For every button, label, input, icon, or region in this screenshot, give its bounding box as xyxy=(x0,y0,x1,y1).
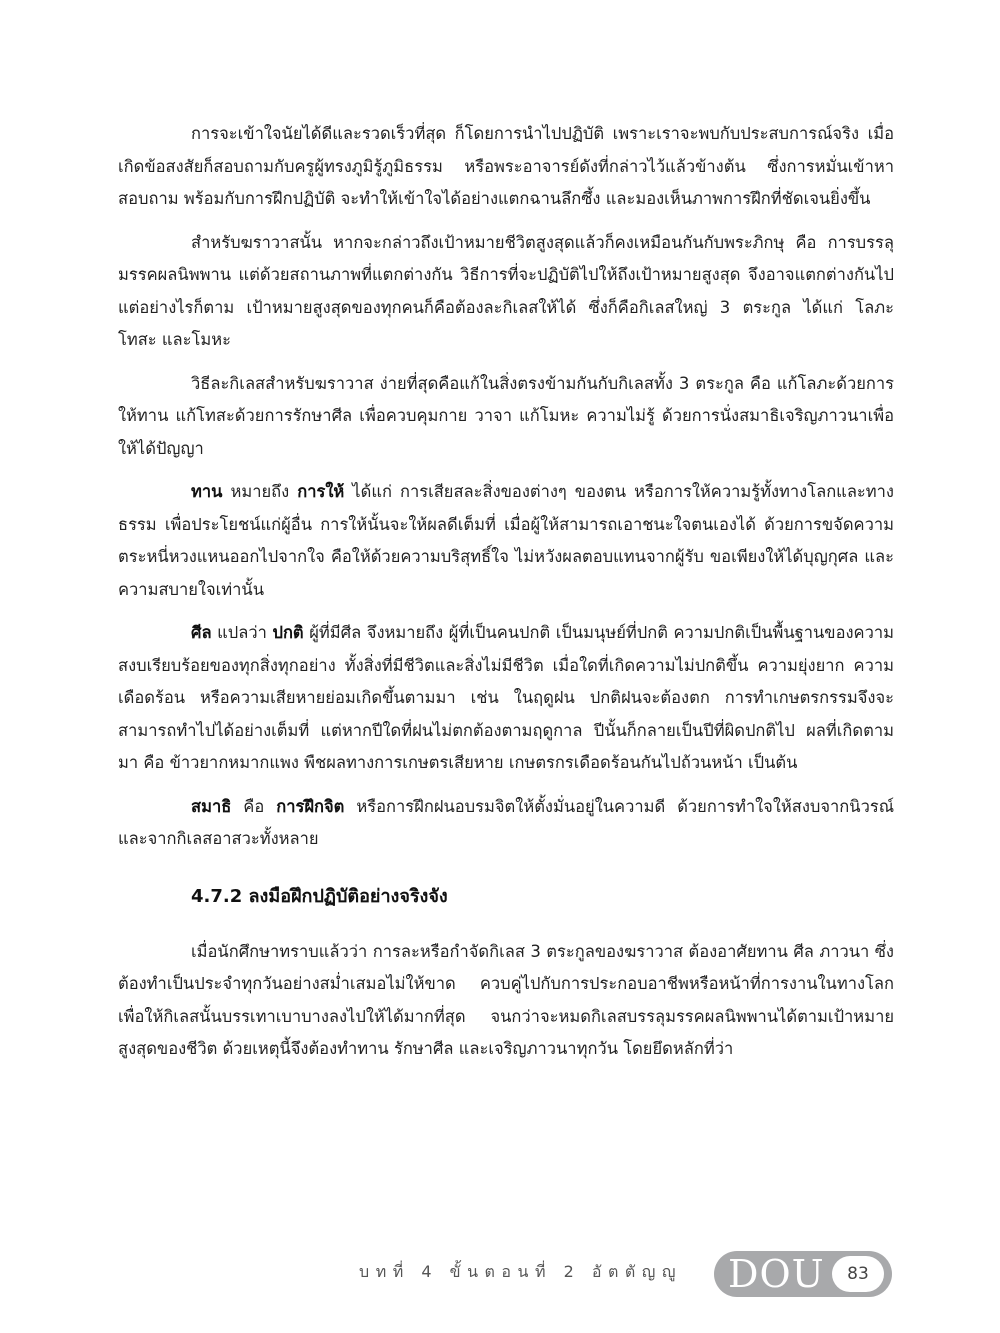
term-dana: ทาน xyxy=(191,482,223,501)
paragraph-sila xyxy=(118,617,894,780)
term-giving: การให้ xyxy=(297,482,345,501)
page-footer xyxy=(0,1243,1000,1303)
paragraph-dana xyxy=(118,476,894,606)
term-sila: ศีล xyxy=(191,623,212,642)
samadhi-connector: คือ xyxy=(231,796,277,816)
dou-badge xyxy=(714,1251,892,1297)
paragraph-layperson-goal: สำหรับฆราวาสนั้น หากจะกล่าวถึงเป้าหมายชีวิตสูงสุดแล้วก็คงเหมือนกันกับพระภิกษุ คือ การบรรลุมรรคผลนิพพาน แต่ด้วยสถานภาพที่แตกต่างกัน วิธีการที่จะปฏิบัติไปให้ถึงเป้าหมายสูงสุด จึงอาจแตกต่างกันไป แต่อย่างไรก็ตาม เป้าหมายสูงสุดของทุกคนก็คือต้องละกิเลสให้ได้ ซึ่งก็คือกิเลสใหญ่ 3 ตระกูล ได้แก่ โลภะ โทสะ และโมหะ xyxy=(118,232,894,349)
paragraph-samadhi xyxy=(118,791,894,856)
dana-definition: ได้แก่ การเสียสละสิ่งของต่างๆ ของตน หรือการให้ความรู้ทั้งทางโลกและทางธรรม เพื่อประโยชน์แก่ผู้อื่น การให้นั้นจะให้ผลดีเต็มที่ เมื่อผู้ให้สามารถเอาชนะใจตนเองได้ ด้วยการขจัดความตระหนี่หวงแหนออกไปจากใจ คือให้ด้วยความบริสุทธิ์ใจ ไม่หวังผลตอบแทนจากผู้รับ ขอเพียงให้ได้บุญกุศล และความสบายใจเท่านั้น xyxy=(118,482,894,599)
dana-connector: หมายถึง xyxy=(222,482,298,501)
samadhi-definition: หรือการฝึกฝนอบรมจิตให้ตั้งมั่นอยู่ในความดี ด้วยการทำใจให้สงบจากนิวรณ์และจากกิเลสอาสวะทั้งหลาย xyxy=(118,796,895,848)
page-number: 83 xyxy=(832,1256,884,1292)
paragraph-defilement-method: วิธีละกิเลสสำหรับฆราวาส ง่ายที่สุดคือแก้ในสิ่งตรงข้ามกันกับกิเลสทั้ง 3 ตระกูล คือ แก้โลภะด้วยการให้ทาน แก้โทสะด้วยการรักษาศีล เพื่อควบคุมกาย วาจา แก้โมหะ ความไม่รู้ ด้วยการนั่งสมาธิเจริญภาวนาเพื่อให้ได้ปัญญา xyxy=(118,373,894,458)
term-mind-training: การฝึกจิต xyxy=(276,796,345,816)
page-body xyxy=(118,118,894,1077)
sila-connector: แปลว่า xyxy=(211,623,273,642)
sila-definition: ผู้ที่มีศีล จึงหมายถึง ผู้ที่เป็นคนปกติ เป็นมนุษย์ที่ปกติ ความปกติเป็นพื้นฐานของความสงบเรียบร้อยของทุกสิ่งทุกอย่าง ทั้งสิ่งที่มีชีวิตและสิ่งไม่มีชีวิต เมื่อใดที่เกิดความไม่ปกติขึ้น ความยุ่งยาก ความเดือดร้อน หรือความเสียหายย่อมเกิดขึ้นตามมา เช่น ในฤดูฝน ปกติฝนจะต้องตก การทำเกษตรกรรมจึงจะสามารถทำไปได้อย่างเต็มที่ แต่หากปีใดที่ฝนไม่ตกต้องตามฤดูกาล ปีนั้นก็กลายเป็นปีที่ผิดปกติไป ผลที่เกิดตามมา คือ ข้าวยากหมากแพง พืชผลทางการเกษตรเสียหาย เกษตรกรเดือดร้อนกันไปถ้วนหน้า เป็นต้น xyxy=(118,623,894,772)
term-samadhi: สมาธิ xyxy=(191,796,232,816)
term-normal: ปกติ xyxy=(272,623,304,642)
paragraph-practice-intro: การจะเข้าใจนัยได้ดีและรวดเร็วที่สุด ก็โดยการนำไปปฏิบัติ เพราะเราจะพบกับประสบการณ์จริง เมื่อเกิดข้อสงสัยก็สอบถามกับครูผู้ทรงภูมิรู้ภูมิธรรม หรือพระอาจารย์ดังที่กล่าวไว้แล้วข้างต้น ซึ่งการหมั่นเข้าหา สอบถาม พร้อมกับการฝึกปฏิบัติ จะทำให้เข้าใจได้อย่างแตกฉานลึกซึ้ง และมองเห็นภาพการฝึกที่ชัดเจนยิ่งขึ้น xyxy=(118,124,894,208)
section-heading: 4.7.2 ลงมือฝึกปฏิบัติอย่างจริงจัง xyxy=(191,885,448,907)
dou-logo: DOU xyxy=(728,1252,825,1296)
paragraph-section-body: เมื่อนักศึกษาทราบแล้วว่า การละหรือกำจัดกิเลส 3 ตระกูลของฆราวาส ต้องอาศัยทาน ศีล ภาวนา ซึ่งต้องทำเป็นประจำทุกวันอย่างสม่ำเสมอไม่ให้ขาด ควบคู่ไปกับการประกอบอาชีพหรือหน้าที่การงานในทางโลก เพื่อให้กิเลสนั้นบรรเทาเบาบางลงไปให้ได้มากที่สุด จนกว่าจะหมดกิเลสบรรลุมรรคผลนิพพานได้ตามเป้าหมายสูงสุดของชีวิต ด้วยเหตุนี้จึงต้องทำทาน รักษาศีล และเจริญภาวนาทุกวัน โดยยึดหลักที่ว่า xyxy=(118,941,894,1058)
chapter-footer-text: บทที่ 4 ขั้นตอนที่ 2 อัตตัญญู xyxy=(359,1262,682,1281)
